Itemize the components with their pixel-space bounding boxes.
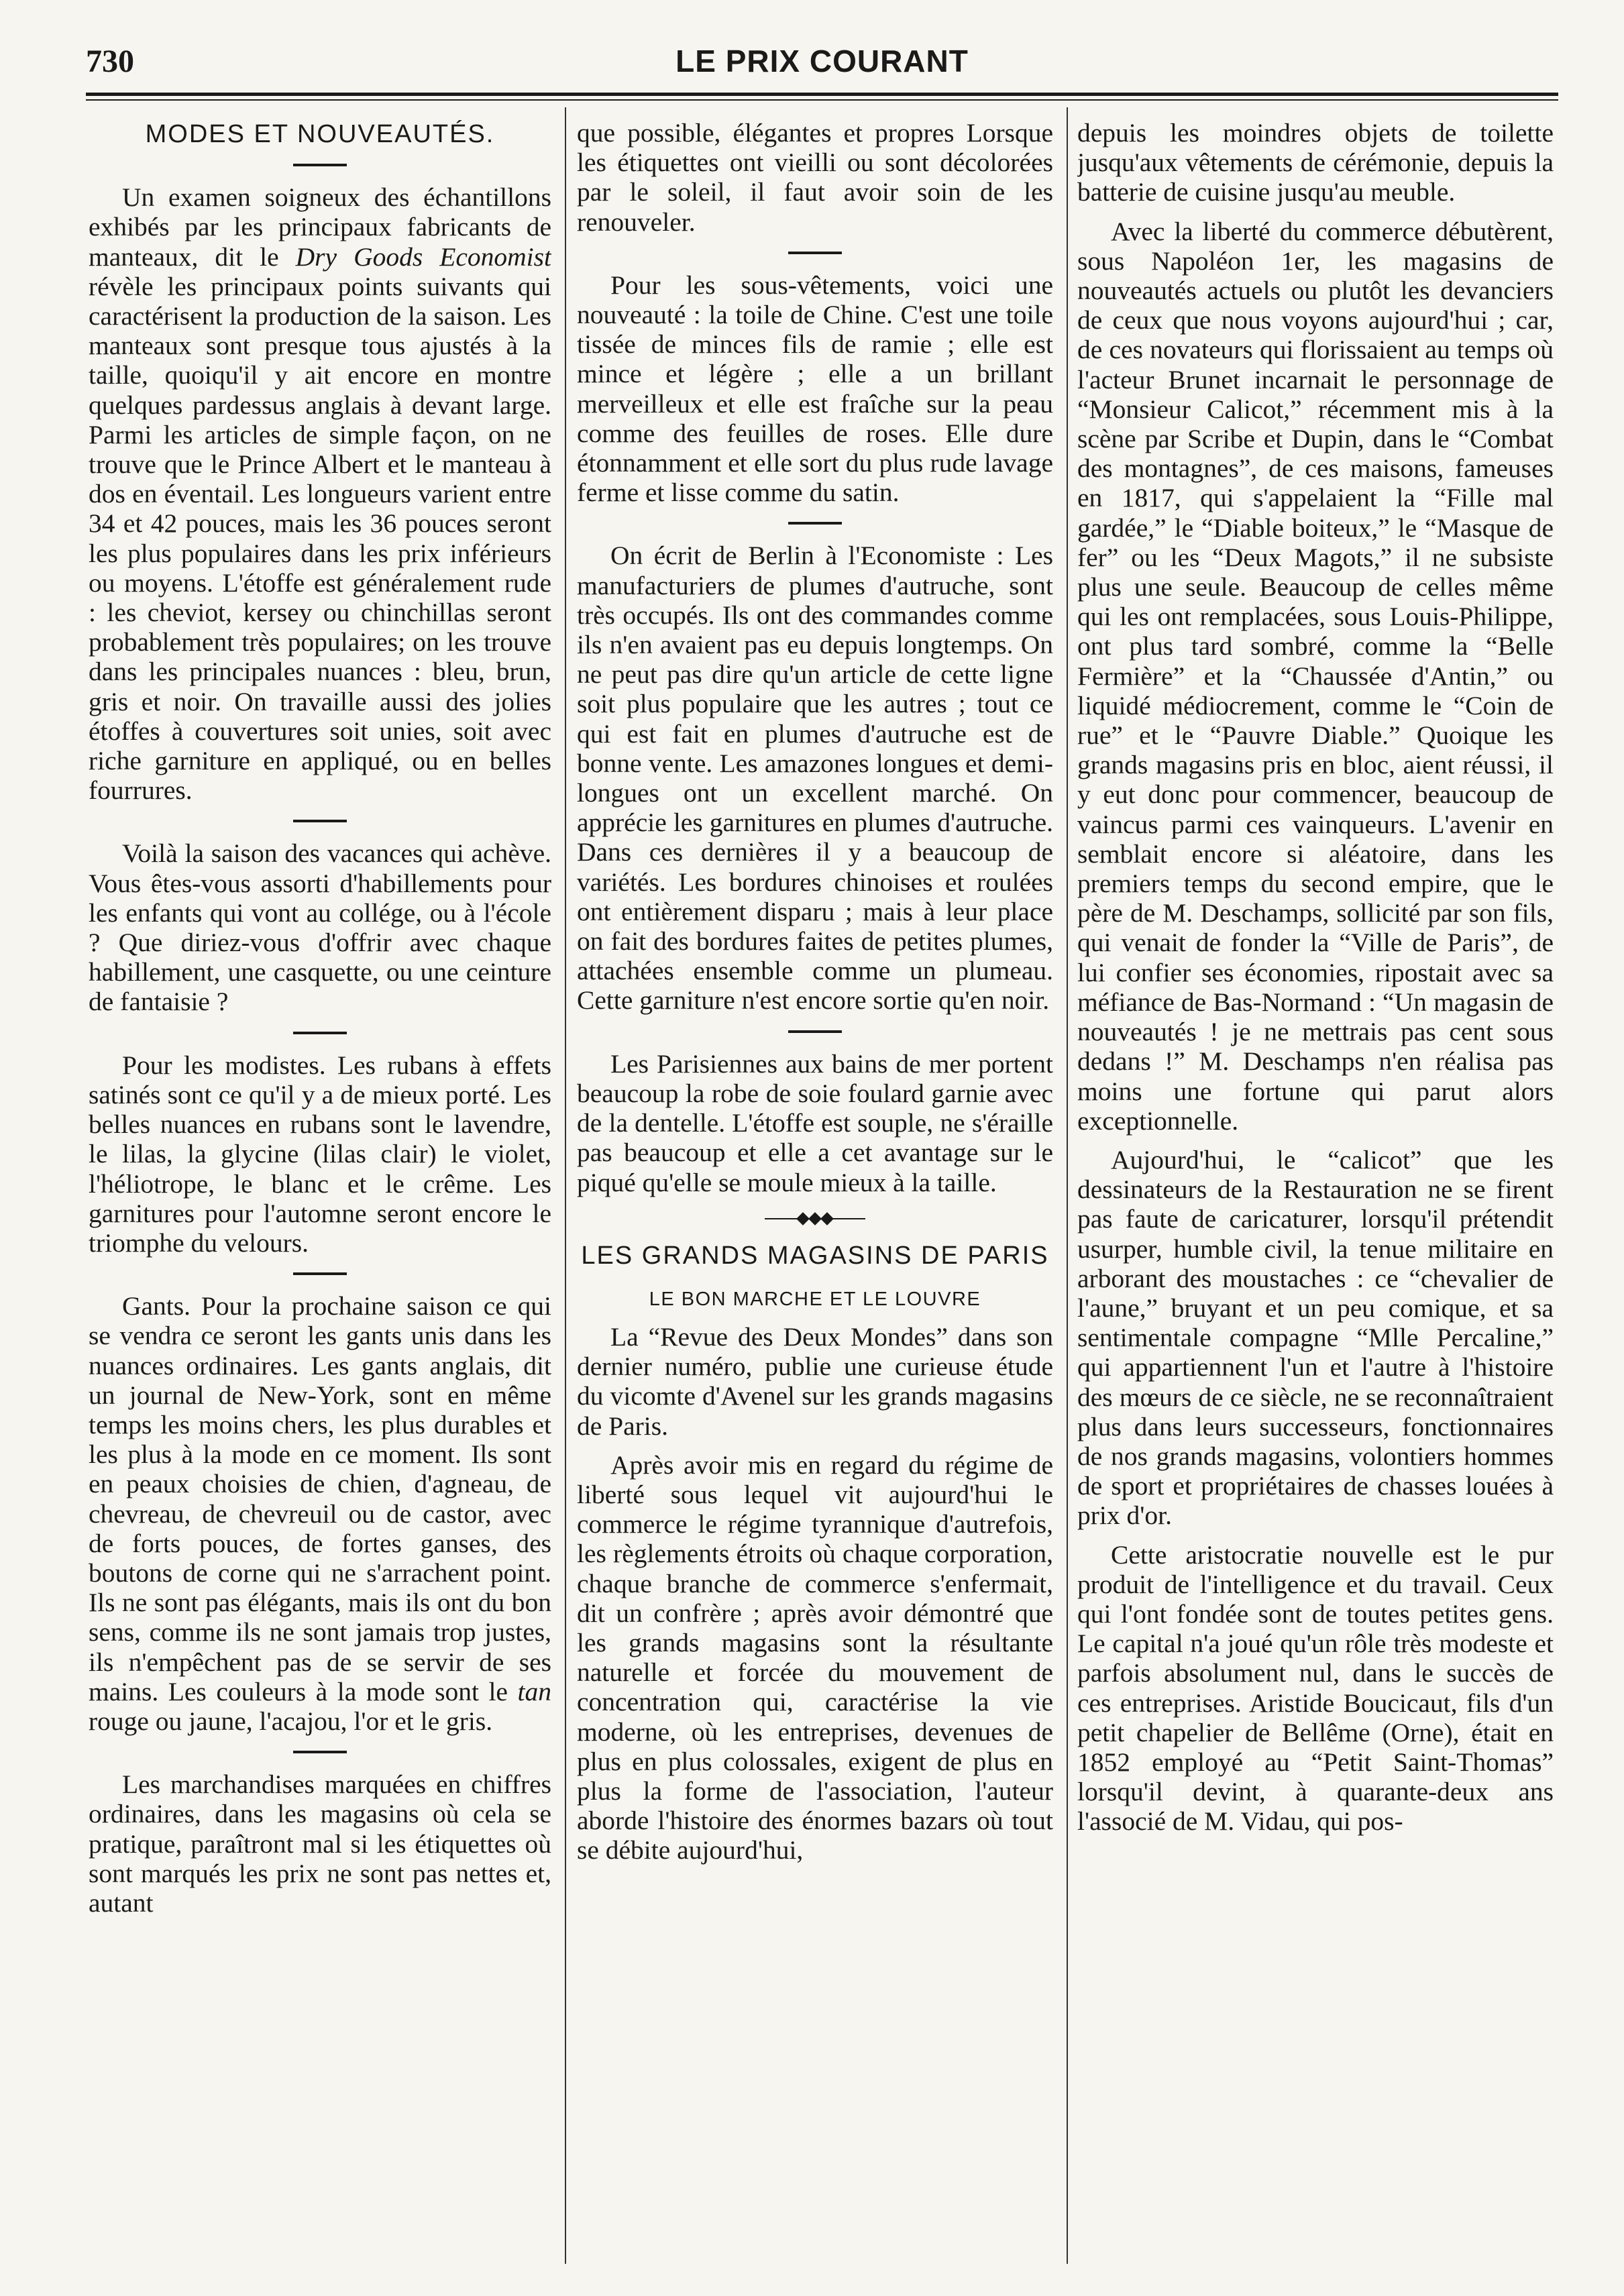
column-divider (565, 107, 566, 2264)
paragraph-vacances: Voilà la saison des vacances qui achève. Vous êtes-vous assorti d'habillements pour les enfants qui vont au collége, ou à l'école ? Que diriez-vous d'offrir avec chaque habillement, une casquette, ou une ceinture de fantaisie ? (89, 838, 551, 1017)
section-dash (788, 1030, 842, 1033)
section-ornament (765, 1212, 865, 1225)
paragraph-berlin: On écrit de Berlin à l'Economiste : Les manufacturiers de plumes d'autruche, sont très occupés. Ils ont des commandes comme ils n'en avaient pas eu depuis longtemps. On ne peut pas dire qu'un article de cette ligne soit plus populaire que les autres ; tout ce qui est fait en plumes d'autruche est de bonne vente. Les amazones longues et demi-longues ont un excellent marché. On apprécie les garnitures en plumes d'autruche. Dans ces dernières il y a beaucoup de variétés. Les bordures chinoises et roulées ont entièrement disparu ; mais à leur place on fait des bordures faites de petites plumes, attachées ensemble comme un plumeau. Cette garniture n'est encore sortie qu'en noir. (577, 541, 1053, 1016)
paragraph-manteaux: Un examen soigneux des échantillons exhibés par les principaux fabricants de manteaux, dit le Dry Goods Economist révèle les principaux points suivants qui caractérisent la production de la saison. Les manteaux sont presque tous ajustés à la taille, quoiqu'il y ait encore en montre quelques pardessus anglais à devant large. Parmi les articles de simple façon, on ne trouve que le Prince Albert et le manteau à dos en éventail. Les longueurs varient entre 34 et 42 pouces, mais les 36 pouces seront les plus populaires dans les prix inférieurs ou moyens. L'étoffe est généralement rude : les cheviot, kersey ou chinchillas seront probablement très populaires; on les trouve dans les principales nuances : bleu, brun, gris et noir. On travaille aussi des jolies étoffes à couvertures soit unies, soit avec riche garniture en appliqué, ou en belles fourrures. (89, 182, 551, 806)
section-dash (293, 164, 347, 166)
section-dash (293, 1751, 347, 1753)
paragraph-modistes: Pour les modistes. Les rubans à effets satinés sont ce qu'il y a de mieux porté. Les belles nuances en rubans sont le lavendre, le lilas, la glycine (lilas clair) le violet, l'héliotrope, le blanc et le crême. Les garnitures pour l'automne seront encore le triomphe du velours. (89, 1050, 551, 1258)
section-dash (293, 820, 347, 822)
section-dash (293, 1032, 347, 1034)
column-2 (577, 118, 1053, 2271)
column-1 (89, 118, 551, 2271)
section-dash (788, 252, 842, 254)
paragraph-etiquettes: que possible, élégantes et propres Lorsque les étiquettes ont vieilli ou sont décolorées par le soleil, il faut avoir soin de les renouveler. (577, 118, 1053, 237)
header-rule-thin (86, 99, 1558, 101)
paragraph-napoleon: Avec la liberté du commerce débutèrent, sous Napoléon 1er, les magasins de nouveautés actuels ou plutôt les devanciers de ceux que nous voyons aujourd'hui ; car, de ces novateurs qui florissaient au temps où l'acteur Brunet incarnait le personnage de “Monsieur Calicot,” récemment mis à la scène par Scribe et Dupin, dans le “Combat des montagnes”, de ces maisons, fameuses en 1817, qui s'appelaient la “Fille mal gardée,” le “Diable boiteux,” le “Masque de fer” ou les “Deux Magots,” il ne subsiste plus une seule. Beaucoup de celles même qui les ont remplacées, sous Louis-Philippe, ont plus tard sombré, comme la “Belle Fermière” et la “Chaussée d'Antin,” ou liquidé médiocrement, comme le “Coin de rue” et le “Pauvre Diable.” Quoique les grands magasins pris en bloc, aient réussi, il y eut donc pour commencer, beaucoup de vaincus parmi ces vainqueurs. L'avenir en semblait encore si aléatoire, dans les premiers temps du second empire, que le père de M. Deschamps, sollicité par son fils, qui venait de fonder la “Ville de Paris”, de lui confier ses économies, ripostait avec sa méfiance de Bas-Normand : “Un magasin de nouveautés ! je ne mettrais pas cent sous dedans !” M. Deschamps n'en réalisa pas moins une fortune qui parut alors exceptionnelle. (1077, 216, 1554, 1136)
section-dash (293, 1272, 347, 1275)
publication-name: Dry Goods Economist (295, 241, 551, 272)
paragraph-marchandises: Les marchandises marquées en chiffres ordinaires, dans les magasins où cela se pratique, paraîtront mal si les étiquettes où sont marqués les prix ne sont pas nettes et, autant (89, 1769, 551, 1918)
page-header (86, 43, 1558, 90)
paragraph-gants: Gants. Pour la prochaine saison ce qui se vendra ce seront les gants unis dans les nuances ordinaires. Les gants anglais, dit un journal de New-York, sont en même temps les moins chers, les plus durables et les plus à la mode en ce moment. Ils sont en peaux choisies de chien, d'agneau, de chevreau, de chevreuil ou de castor, avec de forts pouces, de fortes ganses, des boutons de corne qui ne s'arrachent point. Ils ne sont pas élégants, mais ils ont du bon sens, comme ils ne sont jamais trop justes, ils n'empêchent pas de se servir de ses mains. Les couleurs à la mode sont le tan rouge ou jaune, l'acajou, l'or et le gris. (89, 1291, 551, 1736)
journal-title: LE PRIX COURANT (675, 44, 969, 78)
section-title-modes: MODES ET NOUVEAUTÉS. (145, 120, 495, 148)
paragraph-objets: depuis les moindres objets de toilette jusqu'aux vêtements de cérémonie, depuis la batterie de cuisine jusqu'au meuble. (1077, 118, 1554, 207)
subsection-title: LE BON MARCHE ET LE LOUVRE (649, 1288, 981, 1310)
page-number: 730 (86, 44, 134, 79)
section-title-grands-magasins: LES GRANDS MAGASINS DE PARIS (581, 1241, 1049, 1270)
paragraph-parisiennes: Les Parisiennes aux bains de mer portent beaucoup la robe de soie foulard garnie avec de la dentelle. L'étoffe est souple, ne s'éraille pas beaucoup et elle a cet avantage sur le piqué qu'elle se moule mieux à la taille. (577, 1048, 1053, 1197)
paragraph-aristocratie: Cette aristocratie nouvelle est le pur produit de l'intelligence et du travail. Ceux qui l'ont fondée sont de toutes petites gens. Le capital n'a joué qu'un rôle très modeste et parfois absolument nul, dans le succès de ces entreprises. Aristide Boucicaut, fils d'un petit chapelier de Bellême (Orne), était en 1852 employé au “Petit Saint-Thomas” lorsqu'il devint, à quarante-deux ans l'associé de M. Vidau, qui pos- (1077, 1539, 1554, 1837)
paragraph-sous-vetements: Pour les sous-vêtements, voici une nouveauté : la toile de Chine. C'est une toile tissée de minces fils de ramie ; elle est mince et légère ; elle a un brillant merveilleux et elle est fraîche sur la peau comme des feuilles de roses. Elle dure étonnamment et elle sort du plus rude lavage ferme et lisse comme du satin. (577, 270, 1053, 508)
paragraph-calicot: Aujourd'hui, le “calicot” que les dessinateurs de la Restauration ne se firent pas faute de caricaturer, lorsqu'il prétendit usurper, humble civil, la tenue militaire en arborant des moustaches : ce “chevalier de l'aune,” bruyant et un peu comique, et sa sentimentale compagne “Mlle Percaline,” qui appartiennent l'un et l'autre à l'histoire des mœurs de ce siècle, ne se reconnaîtraient plus dans leurs successeurs, fonctionnaires de nos grands magasins, volontiers hommes de sport et propriétaires de chasses louées à prix d'or. (1077, 1144, 1554, 1531)
header-rule-thick (86, 93, 1558, 96)
section-dash (788, 522, 842, 525)
column-divider (1067, 107, 1068, 2264)
paragraph-liberte: Après avoir mis en regard du régime de liberté sous lequel vit aujourd'hui le commerce le régime tyrannique d'autrefois, les règlements étroits où chaque corporation, chaque branche de commerce s'enfermait, dit un confrère ; après avoir démontré que les grands magasins sont la résultante naturelle et forcée du mouvement de concentration qui, caractérise la vie moderne, où les entreprises, devenues de plus en plus colossales, exigent de plus en plus la forme de l'association, l'auteur aborde l'histoire des énormes bazars où tout se débite aujourd'hui, (577, 1450, 1053, 1865)
column-3 (1077, 118, 1554, 2271)
paragraph-revue: La “Revue des Deux Mondes” dans son dernier numéro, publie une curieuse étude du vicomte d'Avenel sur les grands magasins de Paris. (577, 1321, 1053, 1441)
